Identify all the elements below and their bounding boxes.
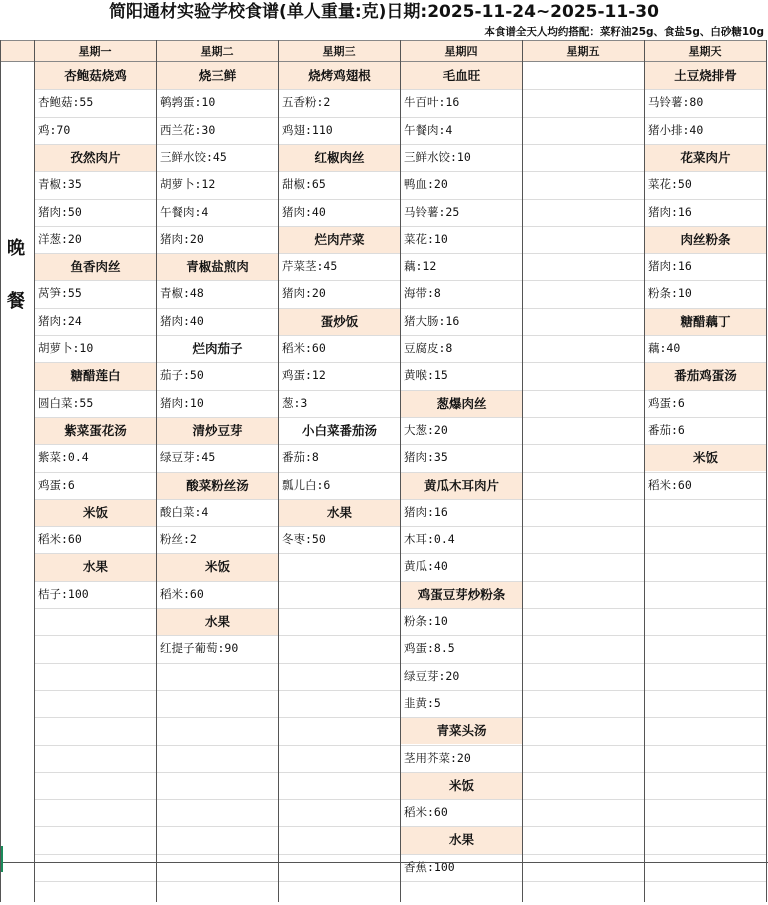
ingredient: 鸡:70: [38, 122, 71, 137]
dish-name: 小白菜番茄汤: [279, 417, 400, 444]
ingredient: 猪肉:16: [648, 204, 692, 219]
dish-name: 蛋炒饭: [279, 308, 400, 335]
dish-name: 鱼香肉丝: [35, 253, 156, 280]
dish-name: 米饭: [401, 772, 522, 799]
ingredient: 番茄:6: [648, 422, 685, 437]
dish-name: 米饭: [157, 553, 278, 580]
ingredient: 鸡蛋:6: [648, 395, 685, 410]
table-bottom-border: [0, 862, 768, 863]
ingredient: 桔子:100: [38, 586, 89, 601]
dish-name: 清炒豆芽: [157, 417, 278, 444]
ingredient: 鹌鹑蛋:10: [160, 95, 216, 110]
ingredient: 绿豆芽:45: [160, 450, 216, 465]
ingredient: 粉丝:2: [160, 532, 197, 547]
ingredient: 韭黄:5: [404, 695, 441, 710]
dish-name: 青椒盐煎肉: [157, 253, 278, 280]
ingredient: 青椒:48: [160, 286, 204, 301]
column-line: [766, 40, 767, 902]
ingredient: 马铃薯:80: [648, 95, 704, 110]
ingredient: 红提子葡萄:90: [160, 641, 239, 656]
ingredient: 猪肉:24: [38, 313, 82, 328]
ingredient: 猪肉:20: [160, 231, 204, 246]
page-title: 简阳通材实验学校食谱(单人重量:克)日期:2025-11-24~2025-11-30: [109, 2, 659, 22]
ingredient: 三鲜水饺:10: [404, 149, 471, 164]
ingredient: 稻米:60: [38, 532, 82, 547]
ingredient: 粉条:10: [648, 286, 692, 301]
column-line: [156, 40, 157, 902]
dish-name: 杏鲍菇烧鸡: [35, 62, 156, 89]
ingredient: 稻米:60: [282, 341, 326, 355]
menu-table: [0, 40, 768, 903]
meal-label: 晚: [7, 238, 25, 259]
ingredient: 黄瓜:40: [404, 559, 448, 574]
dish-name: 水果: [35, 553, 156, 580]
day-header: 星期四: [400, 40, 522, 62]
ingredient: 藕:12: [404, 259, 437, 274]
column-line: [400, 40, 401, 902]
dish-name: 紫菜蛋花汤: [35, 417, 156, 444]
ingredient: 海带:8: [404, 286, 441, 301]
ingredient: 豆腐皮:8: [404, 341, 453, 355]
dish-name: 酸菜粉丝汤: [157, 472, 278, 499]
day-header: 星期三: [278, 40, 400, 62]
ingredient: 香蕉:100: [404, 859, 455, 874]
ingredient: 圆白菜:55: [38, 395, 94, 410]
day-header: 星期天: [644, 40, 766, 62]
dish-name: 糖醋藕丁: [645, 308, 766, 335]
ingredient: 猪肉:16: [404, 504, 448, 519]
dish-name: 水果: [401, 826, 522, 853]
column-line: [644, 40, 645, 902]
ingredient: 鸡蛋:6: [38, 477, 75, 492]
dish-name: 土豆烧排骨: [645, 62, 766, 89]
ingredient: 猪肉:20: [282, 286, 326, 301]
ingredient: 胡萝卜:10: [38, 341, 94, 355]
ingredient: 紫菜:0.4: [38, 450, 89, 465]
ingredient: 猪肉:40: [160, 313, 204, 328]
ingredient: 稻米:60: [404, 805, 448, 820]
dish-name: 肉丝粉条: [645, 226, 766, 253]
ingredient: 葱:3: [282, 395, 308, 410]
ingredient: 木耳:0.4: [404, 532, 455, 547]
day-header: 星期五: [522, 40, 644, 62]
ingredient: 藕:40: [648, 341, 681, 355]
ingredient: 芹菜茎:45: [282, 259, 338, 274]
edge-marker: [1, 846, 3, 872]
ingredient: 猪小排:40: [648, 122, 704, 137]
ingredient: 牛百叶:16: [404, 95, 460, 110]
dish-name: 黄瓜木耳肉片: [401, 472, 522, 499]
day-header: 星期二: [156, 40, 278, 62]
ingredient: 猪肉:50: [38, 204, 82, 219]
ingredient: 鸡翅:110: [282, 122, 333, 137]
dish-name: 烂肉芹菜: [279, 226, 400, 253]
dish-name: 水果: [279, 499, 400, 526]
column-line: [278, 40, 279, 902]
ingredient: 猪大肠:16: [404, 313, 460, 328]
ingredient: 鸡蛋:12: [282, 368, 326, 383]
ingredient: 甜椒:65: [282, 177, 326, 192]
ingredient: 猪肉:40: [282, 204, 326, 219]
ingredient: 青椒:35: [38, 177, 82, 192]
ingredient: 午餐肉:4: [160, 204, 209, 219]
dish-name: 烂肉茄子: [157, 335, 278, 362]
dish-name: 水果: [157, 608, 278, 635]
day-header: 星期一: [34, 40, 156, 62]
dish-name: 糖醋莲白: [35, 362, 156, 389]
dish-name: 青菜头汤: [401, 717, 522, 744]
ingredient: 稻米:60: [648, 477, 692, 492]
ingredient: 大葱:20: [404, 422, 448, 437]
ingredient: 胡萝卜:12: [160, 177, 216, 192]
dish-name: 鸡蛋豆芽炒粉条: [401, 581, 522, 608]
ingredient: 猪肉:10: [160, 395, 204, 410]
ingredient: 三鲜水饺:45: [160, 149, 227, 164]
ingredient: 绿豆芽:20: [404, 668, 460, 683]
ingredient: 稻米:60: [160, 586, 204, 601]
ingredient: 瓢儿白:6: [282, 477, 331, 492]
ingredient: 茎用芥菜:20: [404, 750, 471, 765]
ingredient: 茄子:50: [160, 368, 204, 383]
dish-name: 孜然肉片: [35, 144, 156, 171]
dish-name: 米饭: [35, 499, 156, 526]
ingredient: 鸭血:20: [404, 177, 448, 192]
ingredient: 冬枣:50: [282, 532, 326, 547]
ingredient: 杏鲍菇:55: [38, 95, 94, 110]
ingredient: 洋葱:20: [38, 231, 82, 246]
ingredient: 猪肉:16: [648, 259, 692, 274]
nutrition-note: 本食谱全天人均约搭配：菜籽油25g、食盐5g、白砂糖10g: [484, 26, 764, 38]
ingredient: 番茄:8: [282, 450, 319, 465]
dish-name: 烧烤鸡翅根: [279, 62, 400, 89]
ingredient: 西兰花:30: [160, 122, 216, 137]
ingredient: 鸡蛋:8.5: [404, 641, 455, 656]
column-line: [34, 40, 35, 902]
column-line: [522, 40, 523, 902]
ingredient: 粉条:10: [404, 614, 448, 628]
ingredient: 黄喉:15: [404, 368, 448, 383]
ingredient: 菜花:10: [404, 231, 448, 246]
dish-name: 烧三鲜: [157, 62, 278, 89]
ingredient: 酸白菜:4: [160, 504, 209, 519]
header-corner: [0, 40, 34, 62]
dish-name: 葱爆肉丝: [401, 390, 522, 417]
ingredient: 菜花:50: [648, 177, 692, 192]
dish-name: 毛血旺: [401, 62, 522, 89]
dish-name: 红椒肉丝: [279, 144, 400, 171]
dish-name: 番茄鸡蛋汤: [645, 362, 766, 389]
ingredient: 猪肉:35: [404, 450, 448, 465]
ingredient: 午餐肉:4: [404, 122, 453, 137]
ingredient: 五香粉:2: [282, 95, 331, 110]
meal-label: 餐: [7, 291, 25, 312]
ingredient: 莴笋:55: [38, 286, 82, 301]
dish-name: 米饭: [645, 444, 766, 471]
ingredient: 马铃薯:25: [404, 204, 460, 219]
column-line: [0, 40, 1, 902]
dish-name: 花菜肉片: [645, 144, 766, 171]
